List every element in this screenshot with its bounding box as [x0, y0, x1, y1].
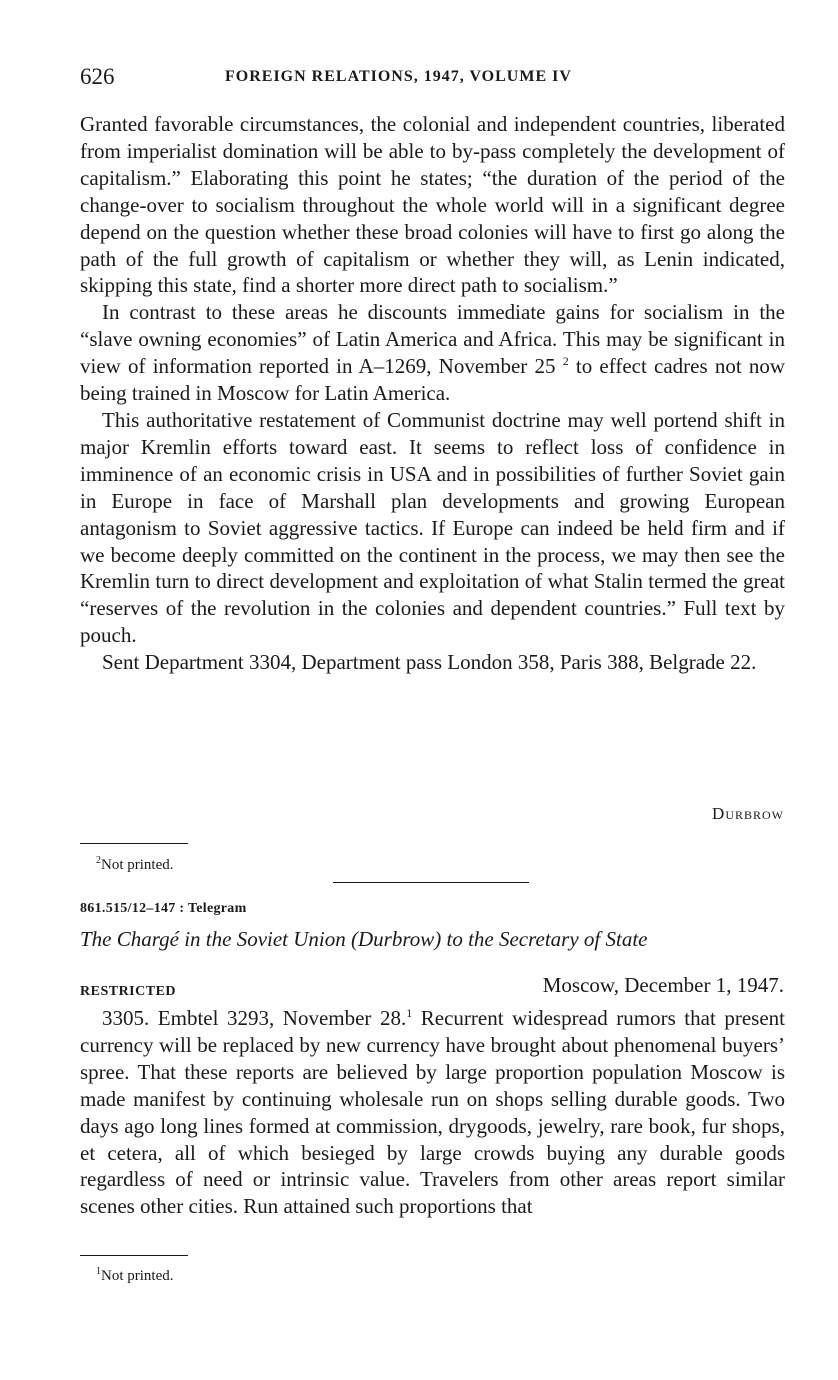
- footnote-text-2: Not printed.: [101, 1268, 174, 1284]
- footnote-rule: [80, 843, 188, 844]
- page-header: [80, 64, 785, 96]
- classification-label: RESTRICTED: [80, 984, 177, 999]
- running-head: FOREIGN RELATIONS, 1947, VOLUME IV: [225, 68, 572, 85]
- footnote-text: Not printed.: [101, 857, 174, 873]
- footnote-ref-1[interactable]: 1: [406, 1006, 413, 1020]
- page-number: 626: [80, 64, 115, 89]
- document-title: The Chargé in the Soviet Union (Durbrow) to the Secretary of State: [80, 927, 648, 951]
- telegram-body: [80, 1005, 785, 1220]
- paragraph-2-text-cont: to effect cadres not now being trained in Moscow for Latin America.: [80, 354, 786, 406]
- footnote-rule-2: [80, 1255, 188, 1256]
- footnote-mark: 2: [96, 855, 101, 866]
- dateline: Moscow, December 1, 1947.: [542, 973, 784, 997]
- telegram-text-cont: Recurrent widespread rumors that present currency will be replaced by new currency have brought about phenomenal buyers’ spree. That these reports are believed by large proportion population Moscow is made manifest by continuing wholesale run on shops selling durable goods. Two days ago long lines formed at commission, drygoods, jewelry, rare book, fur shops, et cetera, all of which besieged by large crowds buying any durable goods regardless of need or intrinsic value. Travelers from other areas report similar scenes other cities. Run attained such proportions that: [80, 1006, 785, 1219]
- section-separator: [333, 882, 529, 883]
- paragraph-2: [80, 299, 785, 407]
- footnote-mark-2: 1: [96, 1266, 101, 1277]
- paragraph-4: Sent Department 3304, Department pass London 358, Paris 388, Belgrade 22.: [102, 650, 757, 675]
- footnote-2: [96, 855, 174, 874]
- signature: Durbrow: [712, 804, 784, 823]
- continued-text: [80, 111, 785, 676]
- paragraph-3: This authoritative restatement of Communist doctrine may well portend shift in major Kremlin efforts toward east. It seems to reflect loss of confidence in imminence of an economic crisis in USA and in possibilities of further Soviet gain in Europe in face of Marshall plan developments and growing European antagonism to Soviet aggressive tactics. If Europe can indeed be held firm and if we become deeply committed on the continent in the process, we may then see the Kremlin turn to direct development and exploitation of what Stalin termed the great “reserves of the revolution in the colonies and dependent countries.” Full text by pouch.: [80, 407, 785, 648]
- paragraph-1: Granted favorable circumstances, the colonial and independent countries, liberated from imperialist domination will be able to by-pass completely the development of capitalism.” Elaborating this point he states; “the duration of the period of the change-over to socialism throughout the whole world will in a significant degree depend on the question whether these broad colonies will have to first go along the path of the full growth of capitalism or whether they will, as Lenin indicated, skipping this state, find a shorter more direct path to socialism.”: [80, 112, 785, 298]
- footnote-ref-2[interactable]: 2: [562, 354, 569, 369]
- telegram-paragraph: [80, 1005, 785, 1220]
- telegram-text: 3305. Embtel 3293, November 28.: [102, 1006, 407, 1030]
- document-file-number: 861.515/12–147 : Telegram: [80, 901, 247, 916]
- paragraph-2-text: In contrast to these areas he discounts immediate gains for socialism in the “slave owning economies” of Latin America and Africa. This may be significant in view of information reported in A–1269, November 25: [80, 300, 785, 379]
- footnote-1: [96, 1266, 174, 1285]
